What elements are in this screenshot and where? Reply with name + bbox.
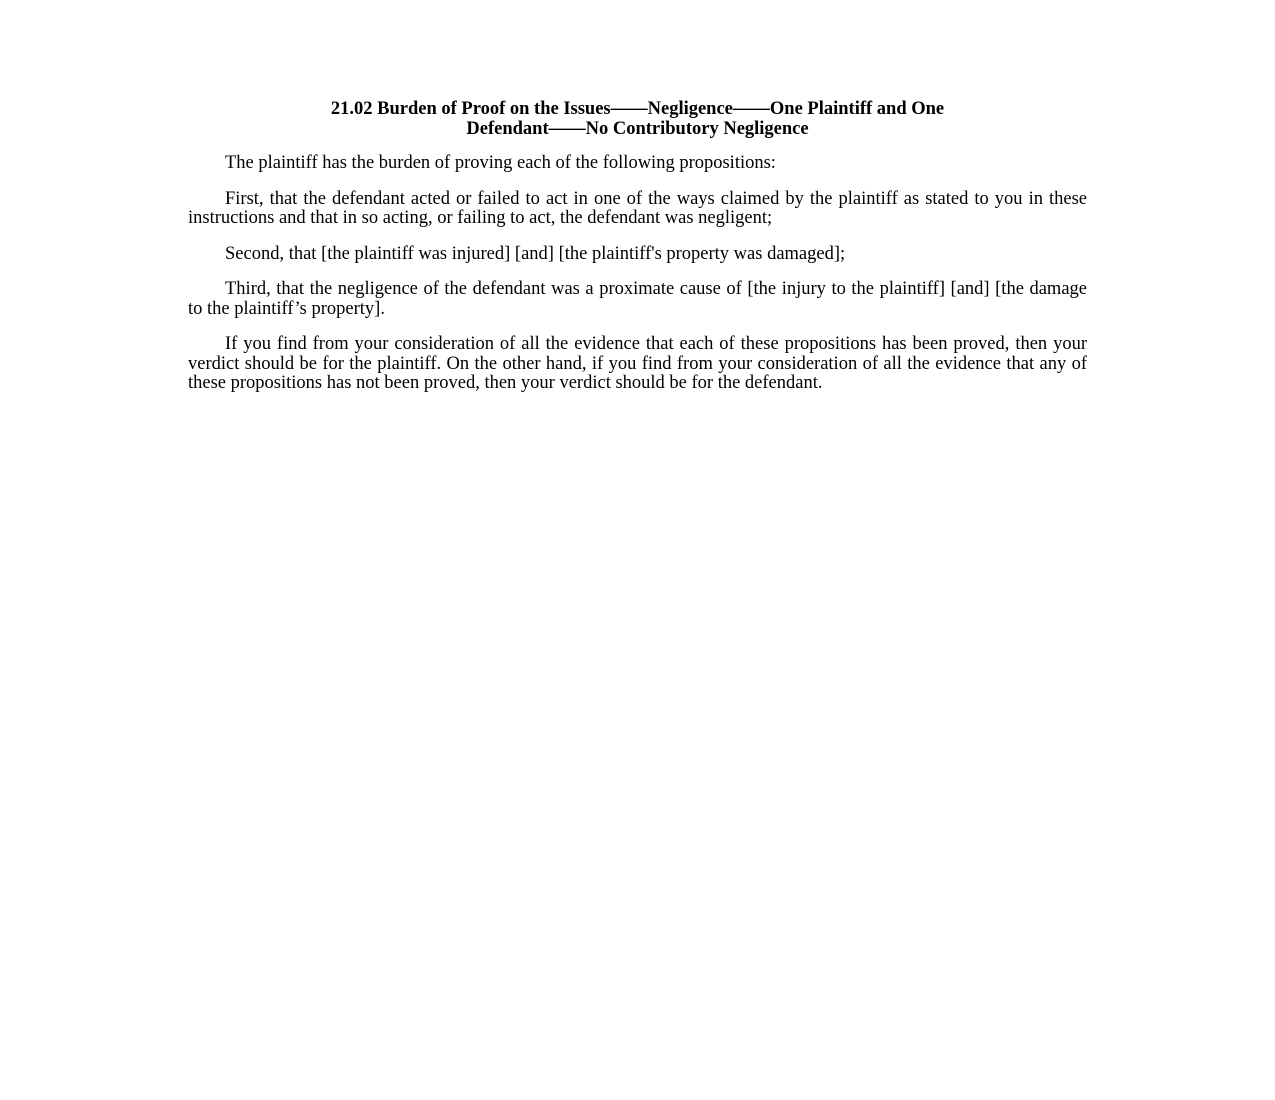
- title-line-2: Defendant——No Contributory Negligence: [466, 118, 809, 139]
- paragraph-intro: The plaintiff has the burden of proving each of the following propositions:: [225, 153, 776, 173]
- paragraph-verdict: If you find from your consideration of all the evidence that each of these propositions has been proved, then your verdict should be for the plaintiff. On the other hand, if you find from your consideration of all the evidence that any of these propositions has not been proved, then your verdict should be for the defendant.: [188, 334, 1087, 393]
- document-title: [188, 100, 1087, 139]
- paragraph-third-proposition: Third, that the negligence of the defendant was a proximate cause of [the injury to the plaintiff] [and] [the damage to the plaintiff’s property].: [188, 279, 1087, 319]
- paragraph-second-proposition: Second, that [the plaintiff was injured] [and] [the plaintiff's property was damaged];: [225, 243, 846, 264]
- title-line-1: 21.02 Burden of Proof on the Issues——Negligence——One Plaintiff and One: [330, 99, 945, 119]
- paragraph-first-proposition: First, that the defendant acted or failed to act in one of the ways claimed by the plaintiff as stated to you in these instructions and that in so acting, or failing to act, the defendant was negligent;: [188, 188, 1087, 228]
- document-page: [188, 100, 1087, 410]
